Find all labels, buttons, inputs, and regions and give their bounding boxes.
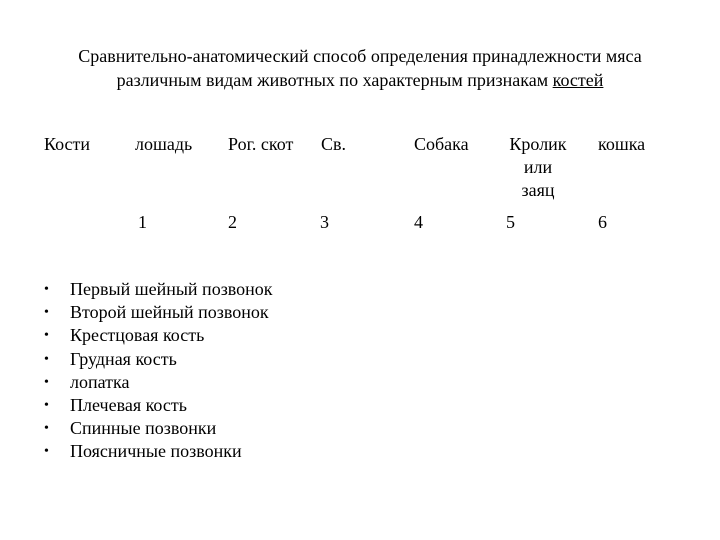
list-item (44, 324, 273, 347)
rabbit-line-1: Кролик (509, 134, 567, 154)
title-line-2-text: различным видам животных по характерным признакам (116, 70, 553, 90)
list-item-label: Крестцовая кость (70, 325, 205, 346)
column-header-horse: лошадь (135, 134, 193, 154)
list-item (44, 348, 273, 371)
title-line-2 (20, 68, 700, 92)
bullet-icon: • (44, 444, 49, 460)
list-item (44, 371, 273, 394)
column-header-dog: Собака (414, 134, 469, 154)
column-header-pig: Св. (321, 134, 347, 154)
list-item (44, 440, 273, 463)
column-number-4: 4 (414, 212, 423, 232)
column-header-cat: кошка (598, 134, 646, 154)
list-item (44, 278, 273, 301)
column-header-bones: Кости (44, 134, 91, 154)
bullet-icon: • (44, 421, 49, 437)
rabbit-line-2: или (523, 157, 553, 177)
title-line-1: Сравнительно-анатомический способ определения принадлежности мяса (78, 46, 642, 66)
page-title (20, 44, 700, 92)
list-item (44, 301, 273, 324)
bullet-icon: • (44, 351, 49, 367)
list-item-label: Второй шейный позвонок (70, 302, 269, 323)
list-item (44, 394, 273, 417)
column-number-5: 5 (506, 212, 515, 232)
list-item-label: Поясничные позвонки (70, 441, 242, 462)
bullet-icon: • (44, 282, 49, 297)
column-number-3: 3 (320, 212, 329, 232)
title-underlined-word: костей (552, 70, 604, 90)
list-item-label: Плечевая кость (70, 395, 187, 416)
bullet-icon: • (44, 374, 49, 390)
rabbit-line-3: заяц (521, 180, 555, 200)
column-header-cattle: Рог. скот (228, 134, 294, 154)
column-number-6: 6 (598, 212, 607, 232)
column-header-rabbit (495, 133, 581, 202)
list-item-label: лопатка (70, 371, 130, 392)
bullet-icon: • (44, 328, 49, 344)
column-number-2: 2 (228, 212, 237, 232)
list-item-label: Грудная кость (70, 348, 177, 369)
column-number-1: 1 (138, 212, 147, 232)
list-item (44, 417, 273, 440)
list-item-label: Первый шейный позвонок (70, 279, 273, 299)
bullet-icon: • (44, 305, 49, 321)
bullet-icon: • (44, 398, 49, 414)
list-item-label: Спинные позвонки (70, 418, 217, 439)
bones-list (44, 278, 273, 464)
